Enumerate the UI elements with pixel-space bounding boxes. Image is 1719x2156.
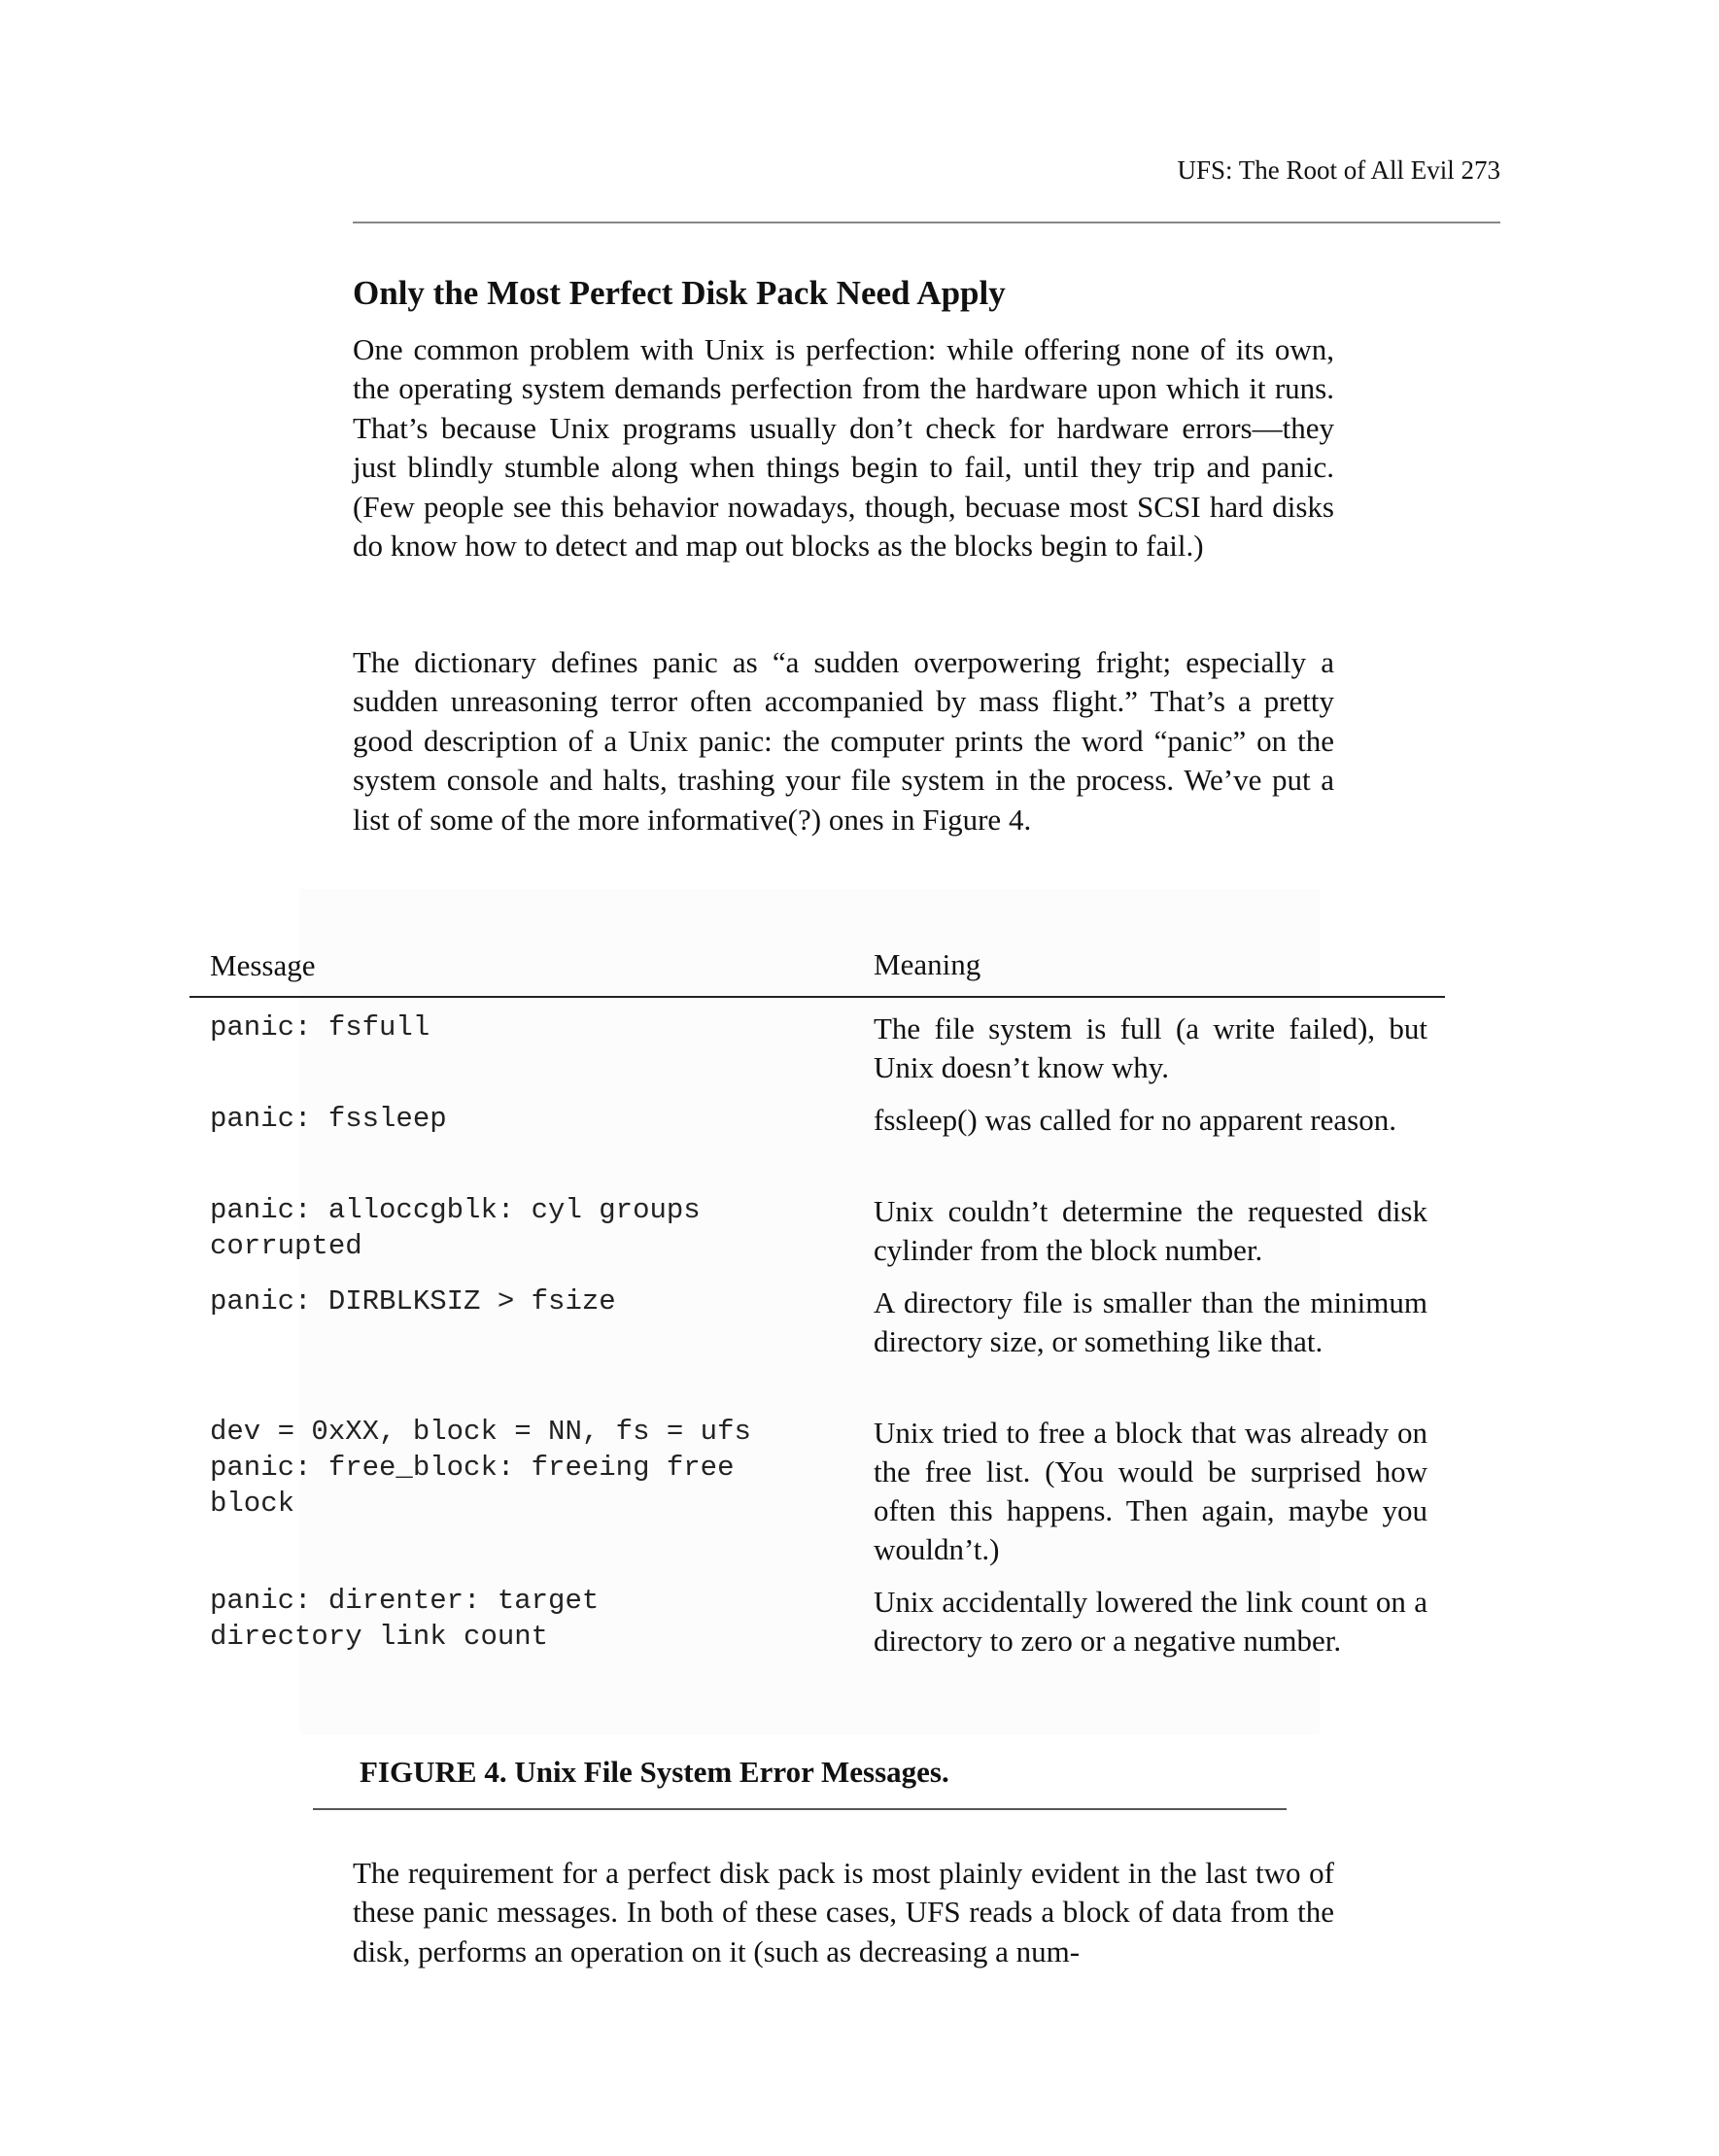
meaning-cell: The file system is full (a write failed), but Unix doesn’t know why. — [874, 1011, 1427, 1084]
table-row — [189, 1101, 1445, 1179]
message-cell: panic: fsfull — [210, 1011, 430, 1044]
message-cell: panic: alloccgblk: cyl groups corrupted — [210, 1194, 701, 1262]
message-cell: panic: direnter: target directory link count — [210, 1585, 600, 1653]
meaning-cell: Unix couldn’t determine the requested disk cylinder from the block number. — [874, 1194, 1427, 1267]
meaning-cell: Unix tried to free a block that was already on the free list. (You would be surprised how often this happens. Then again, maybe you wouldn’t.) — [874, 1416, 1427, 1566]
table-row — [189, 1283, 1445, 1400]
message-cell: dev = 0xXX, block = NN, fs = ufs panic: free_block: freeing free block — [210, 1416, 751, 1520]
section-title: Only the Most Perfect Disk Pack Need Apply — [353, 274, 1006, 312]
meaning-cell: fssleep() was called for no apparent reason. — [874, 1103, 1396, 1137]
body-paragraph: The dictionary defines panic as “a sudden overpowering fright; especially a sudden unreasoning terror often accompanied by mass flight.” That’s a pretty good description of a Unix panic: the computer prints the word “panic” on the system console and halts, trashing your file system in the process. We’ve put a list of some of the more informative(?) ones in Figure 4. — [353, 645, 1334, 837]
error-messages-table — [189, 947, 1445, 1699]
header-rule — [353, 222, 1500, 223]
meaning-cell: Unix accidentally lowered the link count on a directory to zero or a negative number. — [874, 1585, 1427, 1658]
header-meaning: Meaning — [874, 947, 981, 981]
body-paragraph: The requirement for a perfect disk pack is most plainly evident in the last two of these panic messages. In both of these cases, UFS reads a block of data from the disk, performs an operation on it (such as decreasing a num- — [353, 1856, 1334, 1968]
table-row — [189, 1192, 1445, 1270]
table-row — [189, 1010, 1445, 1087]
message-cell: panic: fssleep — [210, 1103, 447, 1135]
message-cell: panic: DIRBLKSIZ > fsize — [210, 1285, 616, 1318]
caption-rule — [313, 1808, 1287, 1810]
figure-caption: FIGURE 4. Unix File System Error Messages. — [360, 1755, 949, 1789]
table-header — [189, 947, 1445, 998]
running-head: UFS: The Root of All Evil 273 — [1177, 155, 1500, 185]
meaning-cell: A directory file is smaller than the minimum directory size, or something like that. — [874, 1285, 1427, 1358]
table-row — [189, 1414, 1445, 1569]
table-row — [189, 1583, 1445, 1699]
header-message: Message — [210, 948, 316, 982]
body-paragraph: One common problem with Unix is perfection: while offering none of its own, the operating system demands perfection from the hardware upon which it runs. That’s because Unix programs usually don’t check for hardware errors—they just blindly stumble along when things begin to fail, until they trip and panic. (Few people see this behavior nowadays, though, becuase most SCSI hard disks do know how to detect and map out blocks as the blocks begin to fail.) — [353, 332, 1334, 564]
